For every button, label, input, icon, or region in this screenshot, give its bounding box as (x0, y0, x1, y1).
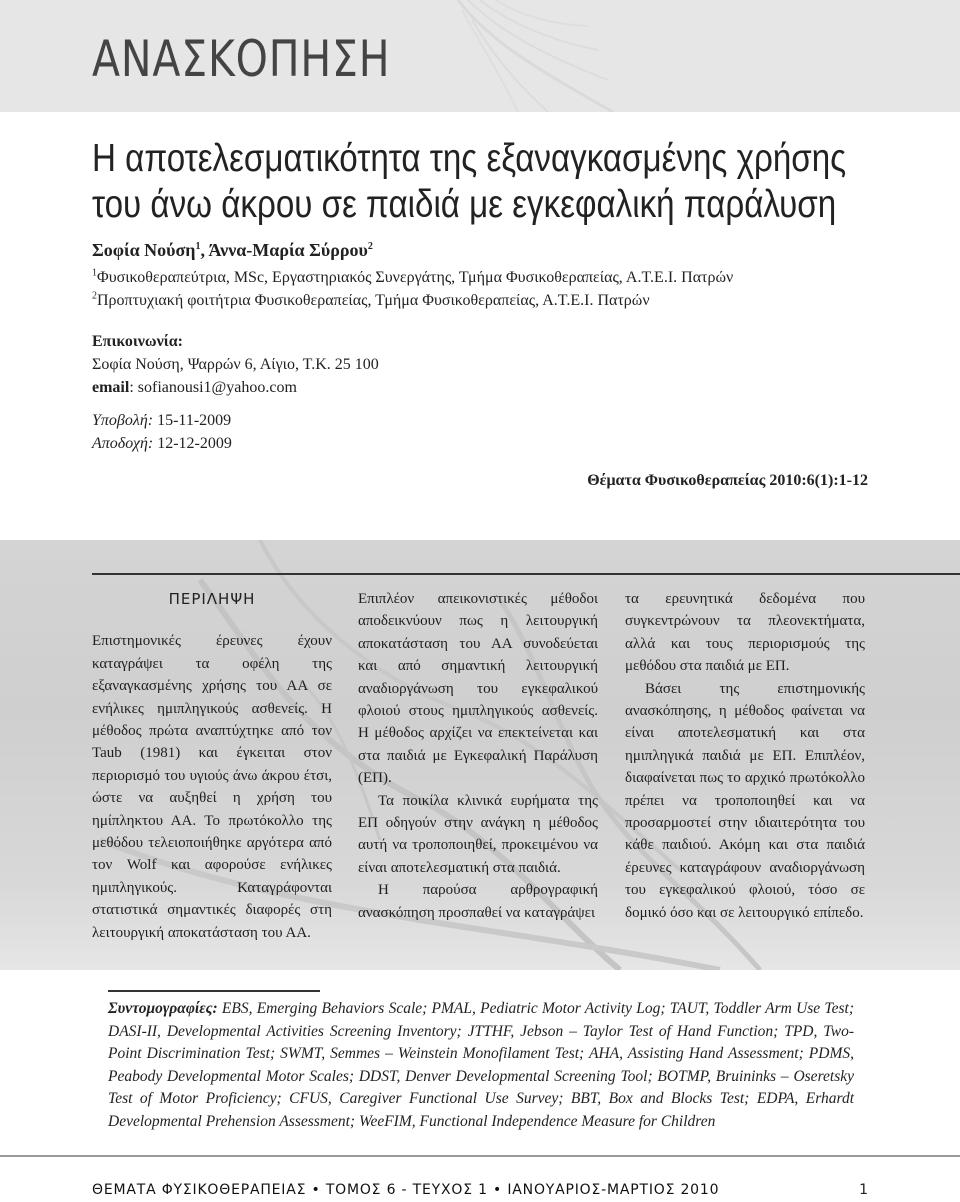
section-header-band (0, 0, 960, 112)
abstract-column-3 (625, 588, 865, 924)
affiliation-2-text: Προπτυχιακή φοιτήτρια Φυσικοθεραπείας, Τμήμα Φυσικοθεραπείας, Α.Τ.Ε.Ι. Πατρών (97, 292, 650, 309)
abstract-paragraph: Η παρούσα αρθρογραφική ανασκόπηση προσπαθεί να καταγράψει (358, 882, 598, 921)
author-2-affiliation-marker: 2 (367, 241, 373, 252)
email-value[interactable]: : sofianousi1@yahoo.com (129, 379, 297, 396)
abstract-paragraph: Τα ποικίλα κλινικά ευρήματα της ΕΠ οδηγούν στην ανάγκη η μέθοδος αυτή να τροποποιηθεί, προκειμένου να είναι αποτελεσματική στα παιδιά. (358, 792, 598, 876)
abstract-top-rule (92, 573, 960, 575)
abbreviations-label: Συντομογραφίες: (108, 1000, 218, 1017)
author-1: Σοφία Νούση (92, 240, 196, 260)
contact-address: Σοφία Νούση, Ψαρρών 6, Αίγιο, Τ.Κ. 25 100 (92, 356, 379, 373)
submitted-date (92, 409, 232, 432)
abbreviations-text: EBS, Emerging Behaviors Scale; PMAL, Pediatric Motor Activity Log; TAUT, Toddler Arm Use Test; DASI-II, Developmental Activities Screening Inventory; JTTHF, Jebson – Taylor Test of Hand Function; TPD, Two-Point Discrimination Test; SWMT, Semmes – Weinstein Monofilament Test; AHA, Assisting Hand Assessment; PDMS, Peabody Developmental Motor Scales; DDST, Denver Developmental Screening Tool; BOTMP, Bruininks – Oseretsky Test of Motor Proficiency; CFUS, Caregiver Functional Use Survey; BBT, Box and Blocks Test; EDPA, Erhardt Developmental Prehension Assessment; WeeFIM, Functional Independence Measure for Children (108, 1000, 854, 1130)
contact-label: Επικοινωνία: (92, 333, 183, 350)
article-title-line1: Η αποτελεσματικότητα της εξαναγκασμένης χρήσης (92, 137, 847, 180)
journal-citation: Θέματα Φυσικοθεραπείας 2010:6(1):1-12 (587, 472, 868, 489)
footer-rule (0, 1155, 960, 1157)
feather-watermark-icon (448, 0, 618, 112)
abstract-paragraph: Επιπλέον απεικονιστικές μέθοδοι αποδεικνύουν πως η λειτουργική αποκατάσταση του ΑΑ συνοδεύεται και από σημαντική λειτουργική αναδιοργάνωση του εγκεφαλικού φλοιού στους ημιπληγικούς ασθενείς. Η μέθοδος αρχίζει να επεκτείνεται και στα παιδιά με Εγκεφαλική Παράλυση (ΕΠ). (358, 591, 598, 787)
abstract-paragraph: Επιστημονικές έρευνες έχουν καταγράψει τα οφέλη της εξαναγκασμένης χρήσης του ΑΑ σε ενήλικες ημιπληγικούς ασθενείς. Η μέθοδος πρώτα αναπτύχτηκε από τον Taub (1981) και έγκειται στον περιορισμό του υγιούς άνω άκρου έτσι, ώστε να αυξηθεί η χρήση του ημίπληκτου ΑΑ. Το πρωτόκολλο της μεθόδου τελειοποιήθηκε αργότερα από τον Wolf και αφορούσε ενήλικες ημιπληγικούς. Καταγράφονται στατιστικά σημαντικές διαφορές στη λειτουργική αποκατάσταση του ΑΑ. (92, 633, 332, 941)
abbreviations (108, 998, 854, 1133)
affiliation-2-marker: 2 (92, 290, 97, 302)
footer-journal-info: ΘΕΜΑΤΑ ΦΥΣΙΚΟΘΕΡΑΠΕΙΑΣ • ΤΟΜΟΣ 6 - ΤΕΥΧΟΣ 1 • ΙΑΝΟΥΑΡΙΟΣ-ΜΑΡΤΙΟΣ 2010 (92, 1182, 720, 1198)
submitted-label: Υποβολή: (92, 412, 154, 429)
affiliation-1-text: Φυσικοθεραπεύτρια, MSc, Εργαστηριακός Συνεργάτης, Τμήμα Φυσικοθεραπείας, Α.Τ.Ε.Ι. Πατρών (97, 269, 734, 286)
abbreviations-rule (108, 990, 320, 992)
abstract-heading: ΠΕΡΙΛΗΨΗ (168, 590, 256, 608)
authors (92, 240, 373, 261)
abstract-paragraph: τα ερευνητικά δεδομένα που συγκεντρώνουν τα πλεονεκτήματα, αλλά και τους περιορισμούς της μεθόδου στα παιδιά με ΕΠ. (625, 591, 865, 675)
contact-block (92, 330, 379, 399)
accepted-label: Αποδοχή: (92, 435, 154, 452)
abstract-paragraph: Βάσει της επιστημονικής ανασκόπησης, η μέθοδος φαίνεται να είναι αποτελεσματική και στα ημιπληγικά παιδιά με ΕΠ. Επιπλέον, διαφαίνεται πως το αρχικό πρωτόκολλο πρέπει να τροποποιηθεί και να προσαρμοστεί στην ιδιαιτερότητα του κάθε παιδιού. Ακόμη και στα παιδιά έρευνες καταγράφουν αναδιοργάνωση του εγκεφαλικού φλοιού, τόσο σε δομικό όσο και σε λειτουργικό επίπεδο. (625, 680, 865, 921)
page-number: 1 (859, 1182, 868, 1198)
affiliation-2 (92, 289, 733, 312)
section-label: ΑΝΑΣΚΟΠΗΣΗ (92, 30, 391, 88)
article-title (92, 136, 847, 228)
author-2: Άννα-Μαρία Σύρρου (208, 240, 368, 260)
accepted-date (92, 432, 232, 455)
abstract-column-2 (358, 588, 598, 924)
author-separator: , (200, 240, 209, 260)
dates-block (92, 409, 232, 455)
affiliation-1-marker: 1 (92, 267, 97, 279)
email-label: email (92, 379, 130, 396)
submitted-value: 15-11-2009 (153, 412, 232, 429)
article-title-line2: του άνω άκρου σε παιδιά με εγκεφαλική παράλυση (92, 183, 837, 226)
affiliations (92, 266, 733, 312)
contact-email (92, 376, 379, 399)
accepted-value: 12-12-2009 (153, 435, 232, 452)
author-1-affiliation-marker: 1 (195, 241, 201, 252)
affiliation-1 (92, 266, 733, 289)
abstract-column-1 (92, 588, 332, 944)
